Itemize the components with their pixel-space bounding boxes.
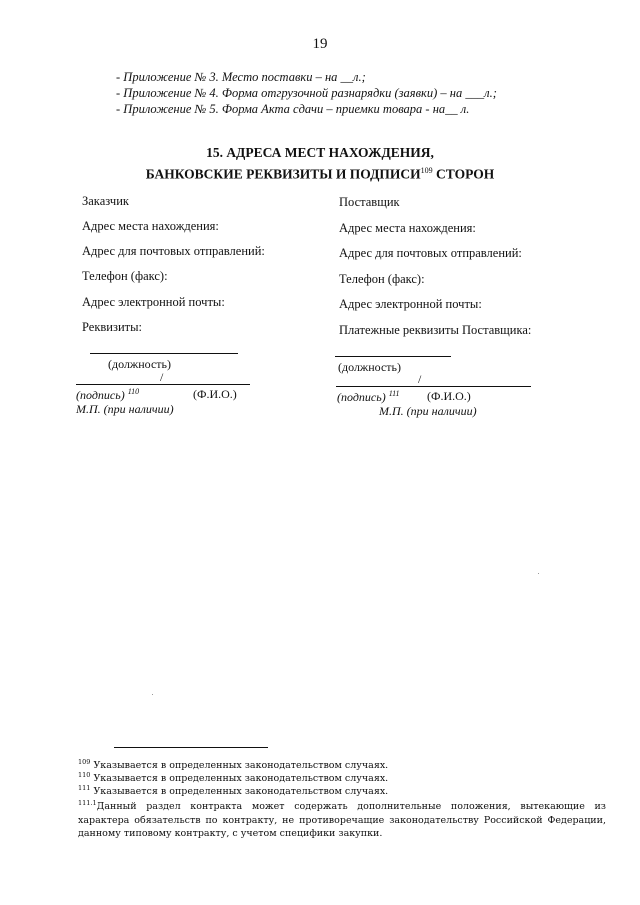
customer-slash: /	[160, 370, 164, 384]
page-number: 19	[312, 36, 328, 52]
footnote-ref-109: 109	[420, 166, 433, 175]
supplier-fio-caption: (Ф.И.О.)	[427, 389, 471, 403]
customer-role: Заказчик	[82, 194, 129, 208]
customer-position-caption: (должность)	[108, 357, 171, 371]
supplier-signature-line	[336, 386, 531, 387]
supplier-position-line	[335, 356, 451, 357]
supplier-slash: /	[418, 372, 422, 386]
appendix-3: - Приложение № 3. Место поставки – на __л.;	[116, 70, 366, 84]
footnote-109: $^{109}$ Указывается в определенных законодательством случаях.	[78, 758, 389, 772]
footnote-separator	[114, 747, 268, 748]
customer-postal-label: Адрес для почтовых отправлений:	[82, 244, 265, 258]
supplier-postal-label: Адрес для почтовых отправлений:	[339, 246, 522, 260]
scan-speck	[152, 694, 153, 695]
customer-address-label: Адрес места нахождения:	[82, 219, 219, 233]
footnote-111: $^{111}$ Указывается в определенных законодательством случаях.	[78, 784, 389, 798]
footnote-111-1: $^{111.1}$Данный раздел контракта может содержать дополнительные положения, вытекающие из характера обязательств по контракту, не противоречащие законодательству Российской Федерации, данному типовому контракту, с учетом специфики закупки.	[78, 799, 606, 840]
customer-signature-caption: (подпись) $^{110}$	[76, 387, 140, 402]
appendix-5: - Приложение № 5. Форма Акта сдачи – приемки товара - на__ л.	[116, 102, 470, 116]
section-title-line1: 15. АДРЕСА МЕСТ НАХОЖДЕНИЯ,	[206, 145, 434, 160]
supplier-signature-caption: (подпись) $^{111}$	[337, 389, 400, 404]
supplier-phone-label: Телефон (факс):	[339, 272, 425, 286]
customer-stamp: М.П. (при наличии)	[76, 402, 174, 416]
footnote-ref-110: 110	[127, 387, 140, 396]
supplier-address-label: Адрес места нахождения:	[339, 221, 476, 235]
section-title-line2: БАНКОВСКИЕ РЕКВИЗИТЫ И ПОДПИСИ$^{109}$ СТОРОН	[145, 166, 495, 182]
customer-fio-caption: (Ф.И.О.)	[193, 387, 237, 401]
supplier-email-label: Адрес электронной почты:	[339, 297, 482, 311]
customer-position-line	[90, 353, 238, 354]
scan-speck	[538, 573, 539, 574]
customer-requisites-label: Реквизиты:	[82, 320, 142, 334]
footnote-ref-111: 111	[388, 389, 400, 398]
supplier-position-caption: (должность)	[338, 360, 401, 374]
supplier-requisites-label: Платежные реквизиты Поставщика:	[339, 323, 532, 337]
customer-email-label: Адрес электронной почты:	[82, 295, 225, 309]
customer-phone-label: Телефон (факс):	[82, 269, 168, 283]
footnote-110: $^{110}$ Указывается в определенных законодательством случаях.	[78, 771, 389, 785]
appendix-4: - Приложение № 4. Форма отгрузочной разнарядки (заявки) – на ___л.;	[116, 86, 497, 100]
supplier-role: Поставщик	[339, 195, 400, 209]
supplier-stamp: М.П. (при наличии)	[379, 404, 477, 418]
